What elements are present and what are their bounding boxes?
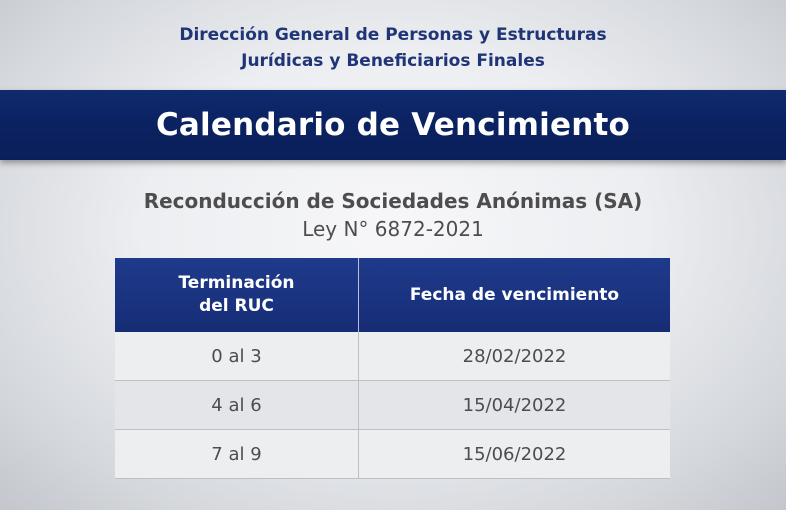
table-row <box>115 381 670 430</box>
table-row <box>115 430 670 479</box>
header-ruc-termination <box>115 258 359 332</box>
due-date-cell: 28/02/2022 <box>462 345 567 367</box>
organization-title-line1: Dirección General de Personas y Estructuras <box>179 25 607 45</box>
table-header <box>115 258 670 332</box>
due-date-cell: 15/04/2022 <box>462 394 567 416</box>
header-ruc-line1: Terminación <box>178 273 295 293</box>
law-reference: Ley N° 6872-2021 <box>302 217 484 241</box>
title-banner <box>0 90 786 160</box>
ruc-range-cell: 0 al 3 <box>115 332 359 380</box>
organization-title <box>0 22 786 74</box>
ruc-range-cell: 7 al 9 <box>115 430 359 478</box>
header-due-date: Fecha de vencimiento <box>409 284 620 305</box>
organization-title-line2: Jurídicas y Beneficiarios Finales <box>241 51 545 71</box>
ruc-range-cell: 4 al 6 <box>115 381 359 429</box>
subtitle: Reconducción de Sociedades Anónimas (SA) <box>143 189 643 213</box>
header-ruc-line2: del RUC <box>199 296 274 316</box>
table-row <box>115 332 670 381</box>
due-date-cell: 15/06/2022 <box>462 443 567 465</box>
banner-title: Calendario de Vencimiento <box>155 107 631 143</box>
deadline-table <box>115 258 670 479</box>
